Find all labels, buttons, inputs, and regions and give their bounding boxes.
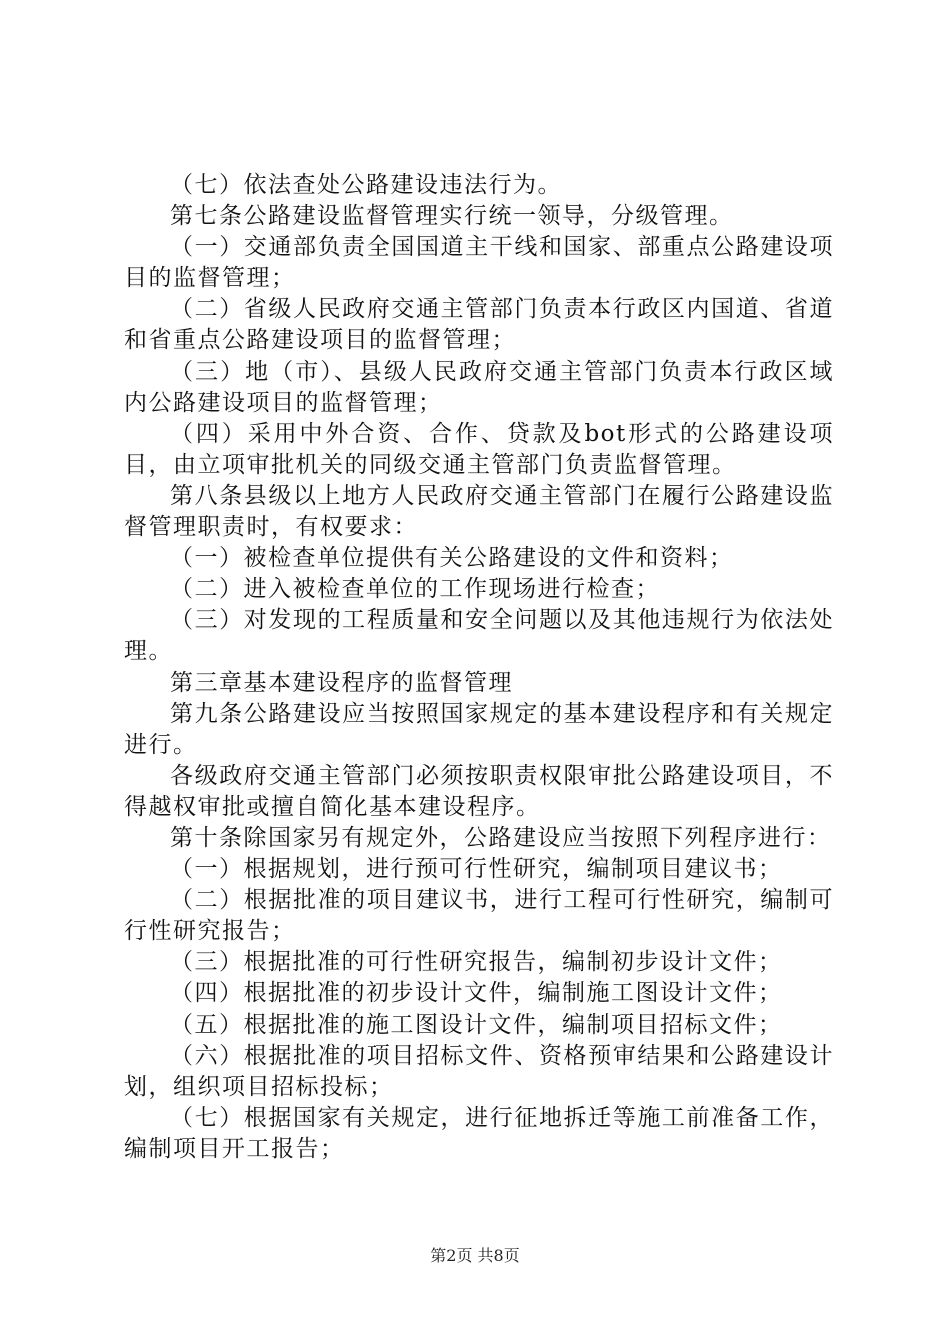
paragraph: （二）根据批准的项目建议书，进行工程可行性研究，编制可行性研究报告；	[124, 887, 834, 945]
paragraph: （一）根据规划，进行预可行性研究，编制项目建议书；	[170, 856, 783, 883]
paragraph: （二）省级人民政府交通主管部门负责本行政区内国道、省道和省重点公路建设项目的监督管理；	[124, 296, 834, 354]
paragraph: 第九条公路建设应当按照国家规定的基本建设程序和有关规定进行。	[124, 700, 834, 758]
paragraph: （三）根据批准的可行性研究报告，编制初步设计文件；	[170, 949, 783, 976]
paragraph: （三）地（市）、县级人民政府交通主管部门负责本行政区域内公路建设项目的监督管理；	[124, 358, 834, 416]
paragraph: （四）根据批准的初步设计文件，编制施工图设计文件；	[170, 980, 783, 1007]
paragraph: 第十条除国家另有规定外，公路建设应当按照下列程序进行：	[170, 824, 832, 851]
paragraph: （三）对发现的工程质量和安全问题以及其他违规行为依法处理。	[124, 607, 834, 665]
paragraph: （一）交通部负责全国国道主干线和国家、部重点公路建设项目的监督管理；	[124, 234, 834, 292]
paragraph: （七）依法查处公路建设违法行为。	[170, 172, 562, 198]
paragraph: （五）根据批准的施工图设计文件，编制项目招标文件；	[170, 1011, 783, 1038]
chapter-heading: 第三章基本建设程序的监督管理	[170, 669, 513, 696]
paragraph: （二）进入被检查单位的工作现场进行检查；	[170, 576, 660, 603]
paragraph: （一）被检查单位提供有关公路建设的文件和资料；	[170, 545, 734, 572]
paragraph: （七）根据国家有关规定，进行征地拆迁等施工前准备工作，编制项目开工报告；	[124, 1104, 834, 1162]
document-body	[124, 170, 834, 1165]
page-number-footer: 第2页 共8页	[430, 1246, 520, 1265]
paragraph: 各级政府交通主管部门必须按职责权限审批公路建设项目，不得越权审批或擅自简化基本建设程序。	[124, 762, 834, 820]
paragraph: 第八条县级以上地方人民政府交通主管部门在履行公路建设监督管理职责时，有权要求：	[124, 482, 834, 541]
paragraph: （六）根据批准的项目招标文件、资格预审结果和公路建设计划，组织项目招标投标；	[124, 1042, 834, 1100]
paragraph: 第七条公路建设监督管理实行统一领导，分级管理。	[170, 203, 734, 230]
paragraph: （四）采用中外合资、合作、贷款及bot形式的公路建设项目，由立项审批机关的同级交通主管部门负责监督管理。	[124, 420, 834, 478]
